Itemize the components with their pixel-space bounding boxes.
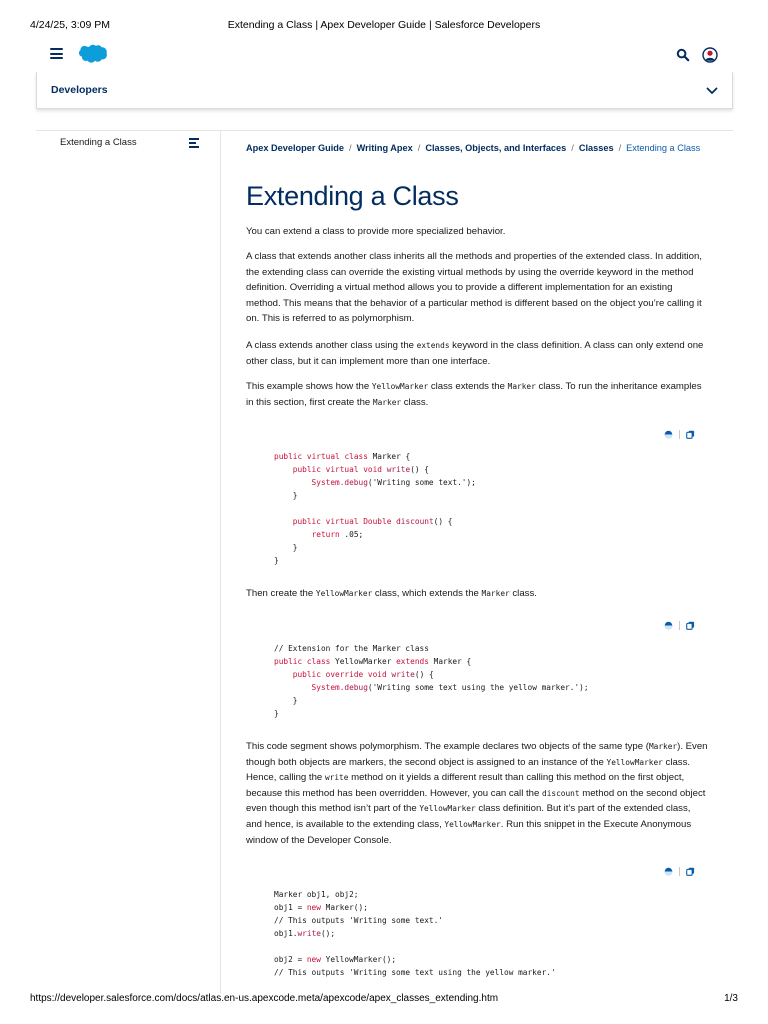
- top-navbar: [36, 40, 732, 74]
- inline-code: YellowMarker: [606, 757, 663, 767]
- breadcrumb-apex-developer-guide[interactable]: Apex Developer Guide: [246, 143, 345, 153]
- breadcrumb-classes[interactable]: Classes: [578, 143, 614, 153]
- salesforce-logo[interactable]: [76, 43, 108, 65]
- inline-code: Marker: [481, 589, 510, 598]
- code-line: obj1 = new Marker();: [274, 903, 368, 912]
- print-footer: [0, 993, 768, 1007]
- code-line: public virtual Double discount() {: [292, 517, 453, 526]
- paragraph-extends: A class extends another class using the extends keyword in the class definition. A class can only extend one other class, but it can implement more than one interface.: [246, 340, 704, 367]
- breadcrumb-writing-apex[interactable]: Writing Apex: [356, 143, 413, 153]
- code-line: public virtual void write() {: [292, 465, 429, 474]
- code-line: }: [274, 491, 298, 500]
- print-title: Extending a Class | Apex Developer Guide | Salesforce Developers: [227, 19, 541, 31]
- code-toolbar: [664, 428, 698, 440]
- code-comment: // Extension for the Marker class: [274, 644, 429, 653]
- toolbar-divider: [679, 621, 680, 630]
- inline-code: extends: [416, 341, 450, 350]
- code-block-polymorphism: [274, 888, 556, 979]
- print-header: [0, 19, 768, 33]
- breadcrumb-classes-objects-interfaces[interactable]: Classes, Objects, and Interfaces: [425, 143, 567, 153]
- code-block-yellowmarker: [274, 642, 589, 720]
- paragraph-inheritance: A class that extends another class inherits all the methods and properties of the extended class. In addition, the extending class can override the existing virtual methods by using the override keyword in the method definition. Overriding a virtual method allows you to provide a different implementation for an existing method. This means that the behavior of a particular method is different based on the object you’re calling it on. This is referred to as polymorphism.: [246, 251, 702, 325]
- theme-toggle-icon[interactable]: [664, 621, 673, 630]
- copy-icon[interactable]: [686, 621, 695, 630]
- toc-title[interactable]: Extending a Class: [60, 137, 137, 148]
- code-line: }: [274, 696, 298, 705]
- theme-toggle-icon[interactable]: [664, 430, 673, 439]
- toolbar-divider: [679, 867, 680, 876]
- copy-icon[interactable]: [686, 867, 695, 876]
- paragraph-intro: You can extend a class to provide more specialized behavior.: [246, 226, 506, 237]
- inline-code: Marker: [372, 397, 402, 407]
- paragraph-polymorphism: This code segment shows polymorphism. The example declares two objects of the same type (Marker). Even though both objects are markers, the second object is assigned to an instance of the YellowMarker class. Hence, calling the write method on it yields a different result than calling this method on the first object, because this method has been overridden. However, you can call the discount method on the second object even though this method isn’t part of the YellowMarker class definition. But it’s part of the extended class, and hence, is available to the extending class, YellowMarker. Run this snippet in the Execute Anonymous window of the Developer Console.: [246, 741, 708, 846]
- page-number: 1/3: [724, 993, 738, 1004]
- toc-list-icon[interactable]: [189, 138, 199, 148]
- code-line: Marker obj1, obj2;: [274, 890, 359, 899]
- theme-toggle-icon[interactable]: [664, 867, 673, 876]
- breadcrumb-separator: /: [618, 143, 622, 153]
- inline-code: YellowMarker: [371, 382, 429, 391]
- developers-menu-bar[interactable]: [36, 72, 733, 109]
- hamburger-icon[interactable]: [50, 48, 63, 59]
- code-line: public override void write() {: [292, 670, 434, 679]
- code-comment: // This outputs 'Writing some text using the yellow marker.': [274, 968, 556, 977]
- inline-code: YellowMarker: [419, 804, 476, 814]
- code-comment: // This outputs 'Writing some text.': [274, 916, 443, 925]
- code-line: public virtual class Marker {: [274, 452, 411, 461]
- search-icon[interactable]: [676, 48, 690, 62]
- paragraph-yellowmarker: Then create the YellowMarker class, which extends the Marker class.: [246, 588, 537, 599]
- developers-label: Developers: [51, 84, 108, 96]
- breadcrumb-current: Extending a Class: [626, 143, 701, 153]
- inline-code: Marker: [648, 742, 678, 751]
- code-toolbar: [664, 619, 698, 631]
- code-line: obj1.write();: [274, 929, 336, 938]
- code-block-marker: [274, 450, 476, 567]
- breadcrumb-separator: /: [349, 143, 352, 153]
- code-line: }: [274, 556, 279, 565]
- paragraph-example: This example shows how the YellowMarker class extends the Marker class. To run the inheritance examples in this section, first create the Marker class.: [246, 381, 702, 408]
- code-line: obj2 = new YellowMarker();: [274, 955, 397, 964]
- inline-code: write: [324, 773, 349, 783]
- print-url: https://developer.salesforce.com/docs/atlas.en-us.apexcode.meta/apexcode/apex_classes_extending.htm: [30, 993, 499, 1004]
- inline-code: YellowMarker: [444, 819, 501, 829]
- inline-code: discount: [542, 788, 580, 798]
- code-toolbar: [664, 865, 698, 877]
- code-line: public class YellowMarker extends Marker {: [274, 657, 472, 666]
- code-line: }: [274, 709, 279, 718]
- chevron-down-icon[interactable]: [706, 86, 718, 96]
- inline-code: Marker: [507, 382, 536, 391]
- toolbar-divider: [679, 430, 680, 439]
- print-date: 4/24/25, 3:09 PM: [30, 19, 110, 31]
- toc-sidebar: [36, 130, 221, 993]
- inline-code: YellowMarker: [315, 589, 373, 598]
- copy-icon[interactable]: [686, 430, 695, 439]
- code-line: return .05;: [311, 530, 364, 539]
- breadcrumb-separator: /: [417, 143, 421, 153]
- breadcrumb: [246, 143, 700, 153]
- breadcrumb-separator: /: [571, 143, 574, 153]
- page-title: Extending a Class: [246, 181, 459, 211]
- code-line: System.debug('Writing some text.');: [274, 478, 476, 487]
- user-avatar-icon[interactable]: [702, 47, 718, 63]
- code-line: }: [274, 543, 298, 552]
- code-line: System.debug('Writing some text using the yellow marker.');: [274, 683, 589, 692]
